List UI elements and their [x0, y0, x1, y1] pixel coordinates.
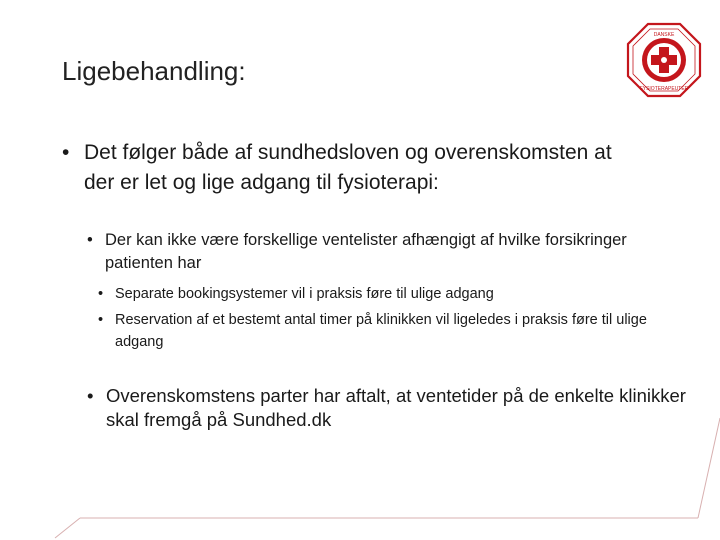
bullet-level-3 [98, 283, 658, 305]
svg-text:FYSIOTERAPEUTER: FYSIOTERAPEUTER [639, 86, 689, 92]
bullet-level-2 [87, 229, 687, 275]
bullet-text: Overenskomstens parter har aftalt, at ventetider på de enkelte klinikker skal fremgå på Sundhed.dk [106, 385, 686, 430]
bullet-text: Det følger både af sundhedsloven og overenskomsten at der er let og lige adgang til fysioterapi: [84, 141, 612, 194]
bullet-item [98, 309, 658, 353]
bullet-text: Separate bookingsystemer vil i praksis føre til ulige adgang [115, 286, 494, 302]
bullet-text: Reservation af et bestemt antal timer på klinikken vil ligeledes i praksis føre til ulige adgang [115, 312, 647, 350]
bullet-marker: • [87, 385, 94, 406]
bullet-item [87, 229, 687, 275]
bullet-level-1 [62, 138, 622, 198]
bullet-marker: • [62, 141, 70, 164]
bullet-marker: • [98, 312, 104, 328]
danske-fysioterapeuter-logo-icon [626, 22, 702, 98]
bullet-item [87, 384, 687, 432]
bullet-level-3 [98, 309, 658, 353]
bullet-text: Der kan ikke være forskellige ventelister afhængigt af hvilke forsikringer patienten har [105, 231, 627, 272]
bullet-marker: • [87, 231, 93, 249]
slide-title: Ligebehandling: [62, 56, 246, 86]
bullet-level-2 [87, 384, 687, 432]
svg-text:DANSKE: DANSKE [653, 32, 675, 38]
bullet-item [98, 283, 658, 305]
bullet-marker: • [98, 286, 104, 302]
bullet-item [62, 138, 622, 198]
